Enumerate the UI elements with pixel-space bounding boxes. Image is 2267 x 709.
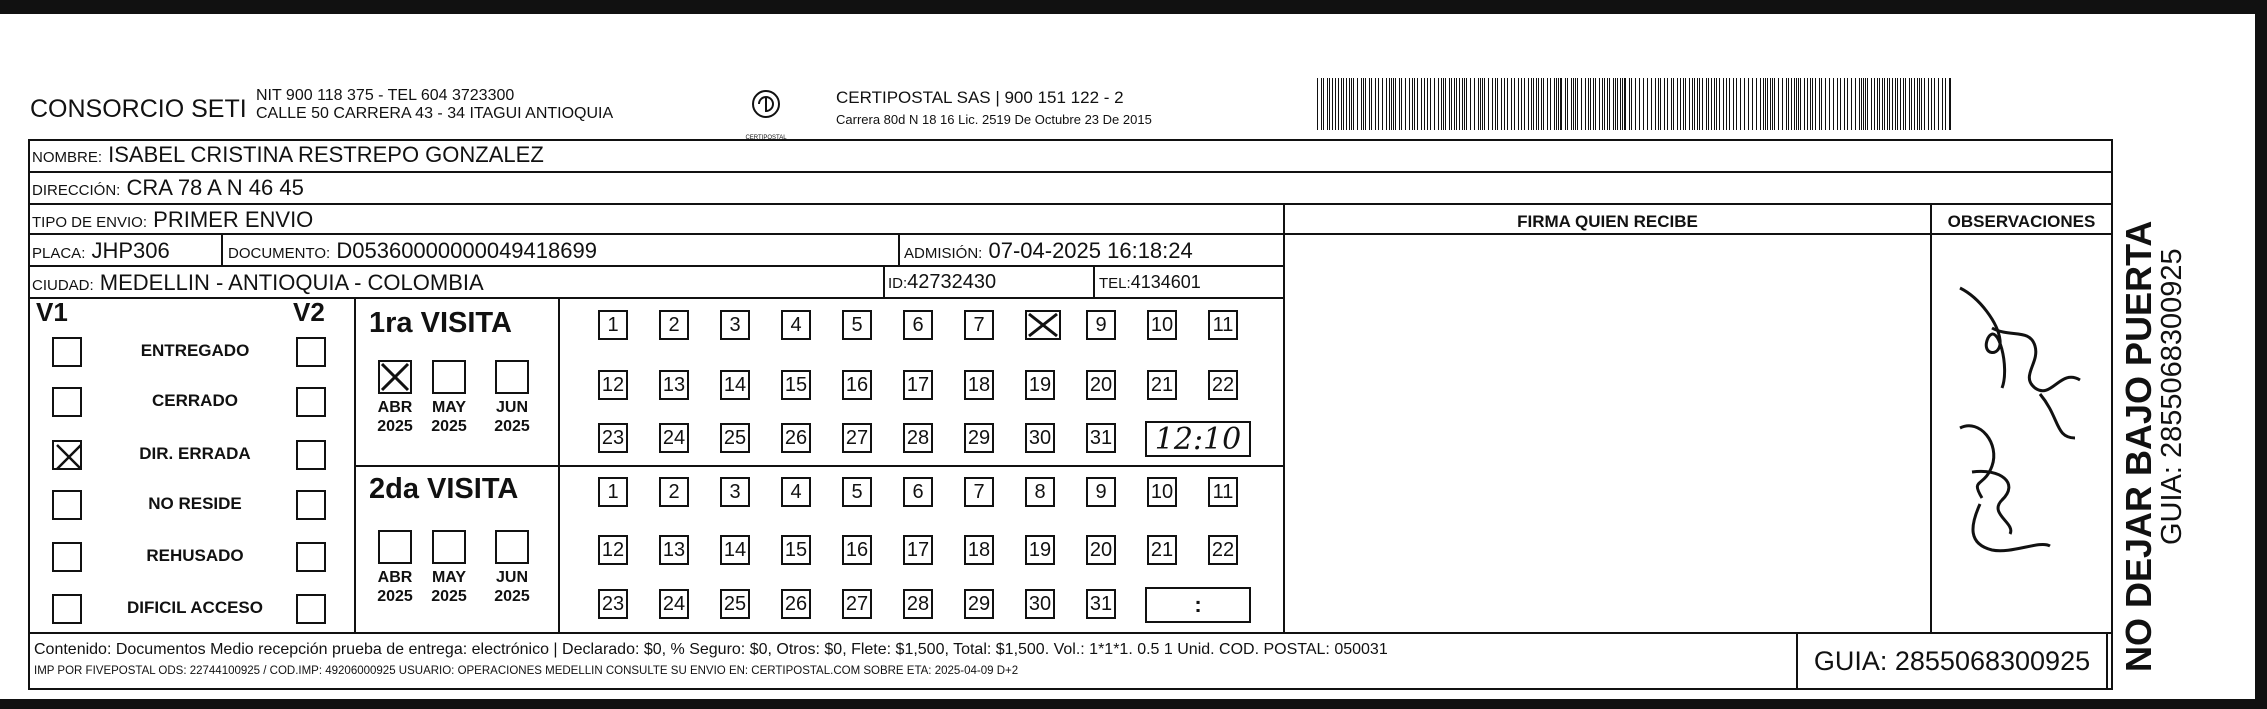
nombre-value: ISABEL CRISTINA RESTREPO GONZALEZ xyxy=(108,142,544,167)
month-label: JUN 2025 xyxy=(494,399,530,435)
obs-left-line xyxy=(1930,205,1932,632)
placa-value: JHP306 xyxy=(91,238,170,263)
id-divider xyxy=(883,267,885,299)
month-checkbox[interactable] xyxy=(495,360,529,394)
day-box[interactable]: 17 xyxy=(903,370,933,400)
tipo-value: PRIMER ENVIO xyxy=(153,207,314,232)
day-box[interactable]: 28 xyxy=(903,423,933,453)
day-box[interactable]: 12 xyxy=(598,370,628,400)
nombre-row xyxy=(32,142,544,168)
day-box[interactable]: 19 xyxy=(1025,535,1055,565)
v2-checkbox[interactable] xyxy=(296,542,326,572)
side-warning xyxy=(2118,221,2160,672)
v2-checkbox[interactable] xyxy=(296,594,326,624)
day-box[interactable]: 21 xyxy=(1147,535,1177,565)
status-label: DIR. ERRADA xyxy=(139,444,251,463)
documento-label: DOCUMENTO: xyxy=(228,245,331,262)
id-value: 42732430 xyxy=(907,271,997,293)
admision-divider xyxy=(898,235,900,267)
day-box[interactable]: 20 xyxy=(1086,370,1116,400)
certipostal-title: CERTIPOSTAL SAS | 900 151 122 - 2 xyxy=(836,88,1124,107)
day-box[interactable]: 14 xyxy=(720,535,750,565)
v1-checkbox[interactable] xyxy=(52,440,82,470)
v2-header: V2 xyxy=(293,297,325,327)
row-divider-2 xyxy=(28,173,2111,205)
day-box[interactable]: 2 xyxy=(659,477,689,507)
id-label: ID: xyxy=(888,275,908,292)
day-box[interactable]: 18 xyxy=(964,370,994,400)
day-box[interactable]: 2 xyxy=(659,310,689,340)
day-box[interactable]: 1 xyxy=(598,310,628,340)
direccion-row xyxy=(32,175,304,201)
v1-checkbox[interactable] xyxy=(52,337,82,367)
v1-checkbox[interactable] xyxy=(52,594,82,624)
v2-checkbox[interactable] xyxy=(296,337,326,367)
status-label: CERRADO xyxy=(152,391,238,410)
logo-text: CERTIPOSTAL xyxy=(745,135,787,141)
tipo-label: TIPO DE ENVIO: xyxy=(32,214,148,231)
side-guia xyxy=(2156,248,2189,545)
day-box[interactable]: 21 xyxy=(1147,370,1177,400)
day-box[interactable]: 29 xyxy=(964,423,994,453)
day-box[interactable]: 15 xyxy=(781,370,811,400)
v2-checkbox[interactable] xyxy=(296,387,326,417)
day-box[interactable]: 7 xyxy=(964,310,994,340)
day-box[interactable]: 13 xyxy=(659,535,689,565)
day-box[interactable]: 26 xyxy=(781,589,811,619)
day-box[interactable]: 23 xyxy=(598,589,628,619)
day-box[interactable]: 24 xyxy=(659,423,689,453)
day-box[interactable]: 11 xyxy=(1208,477,1238,507)
v1-header: V1 xyxy=(36,297,68,327)
month-label: ABR 2025 xyxy=(377,569,413,605)
day-box[interactable]: 11 xyxy=(1208,310,1238,340)
month-checkbox[interactable] xyxy=(432,530,466,564)
company-name: CONSORCIO SETI xyxy=(30,95,247,123)
day-box[interactable]: 30 xyxy=(1025,423,1055,453)
day-box[interactable]: 25 xyxy=(720,423,750,453)
direccion-label: DIRECCIÓN: xyxy=(32,182,121,199)
day-box[interactable]: 3 xyxy=(720,310,750,340)
day-box[interactable]: 20 xyxy=(1086,535,1116,565)
tipo-row xyxy=(32,207,313,233)
footer-content: Contenido: Documentos Medio recepción prueba de entrega: electrónico | Declarado: $0, % Seguro: $0, Otros: $0, Flete: $1,500, Total: $1,500. Vol.: 1*1*1. 0.5 1 Unid. COD. POSTAL: 050031 xyxy=(34,641,1388,658)
month-label: JUN 2025 xyxy=(494,569,530,605)
status-label: REHUSADO xyxy=(146,546,244,565)
month-label: ABR 2025 xyxy=(377,399,413,435)
day-box[interactable]: 26 xyxy=(781,423,811,453)
tel-value: 4134601 xyxy=(1130,272,1201,292)
footer-print-info: IMP POR FIVEPOSTAL ODS: 22744100925 / COD.IMP: 49206000925 USUARIO: OPERACIONES MEDELLIN CONSULTE SU ENVIO EN: CERTIPOSTAL.COM SOBRE ETA: 2025-04-09 D+2 xyxy=(34,665,1019,677)
placa-row xyxy=(32,238,170,264)
month-checkbox[interactable] xyxy=(378,360,412,394)
day-box[interactable]: 29 xyxy=(964,589,994,619)
v1-checkbox[interactable] xyxy=(52,387,82,417)
day-box[interactable]: 22 xyxy=(1208,535,1238,565)
certipostal-license: Carrera 80d N 18 16 Lic. 2519 De Octubre 23 De 2015 xyxy=(836,112,1152,127)
address-line: CALLE 50 CARRERA 43 - 34 ITAGUI ANTIOQUIA xyxy=(256,105,614,122)
placa-divider xyxy=(221,235,223,267)
day-box[interactable]: 7 xyxy=(964,477,994,507)
day-box[interactable]: 16 xyxy=(842,370,872,400)
day-box[interactable]: 17 xyxy=(903,535,933,565)
day-box[interactable]: 13 xyxy=(659,370,689,400)
day-box[interactable]: 22 xyxy=(1208,370,1238,400)
day-box[interactable] xyxy=(1025,310,1061,340)
certipostal-logo xyxy=(738,86,794,141)
day-box[interactable]: 4 xyxy=(781,310,811,340)
admision-label: ADMISIÓN: xyxy=(904,245,983,262)
observaciones-header: OBSERVACIONES xyxy=(1947,212,2096,231)
second-visit-time[interactable]: : xyxy=(1145,587,1251,623)
top-border xyxy=(0,0,2267,14)
status-label: DIFICIL ACCESO xyxy=(126,598,263,617)
month-checkbox[interactable] xyxy=(495,530,529,564)
day-box[interactable]: 8 xyxy=(1025,477,1055,507)
day-box[interactable]: 30 xyxy=(1025,589,1055,619)
month-checkbox[interactable] xyxy=(432,360,466,394)
day-box[interactable]: 27 xyxy=(842,423,872,453)
placa-label: PLACA: xyxy=(32,245,86,262)
first-visit-time[interactable]: 12:10 xyxy=(1145,421,1251,457)
v2-checkbox[interactable] xyxy=(296,440,326,470)
nombre-label: NOMBRE: xyxy=(32,149,103,166)
day-box[interactable]: 15 xyxy=(781,535,811,565)
day-box[interactable]: 9 xyxy=(1086,310,1116,340)
v2-checkbox[interactable] xyxy=(296,490,326,520)
status-label: NO RESIDE xyxy=(148,494,242,513)
tel-row xyxy=(1099,272,1201,293)
side-warning-text: NO DEJAR BAJO PUERTA xyxy=(2118,220,2159,672)
tel-divider xyxy=(1093,267,1095,299)
visita-divider xyxy=(354,465,1285,467)
day-box[interactable]: 5 xyxy=(842,310,872,340)
month-label: MAY 2025 xyxy=(431,569,467,605)
firma-header: FIRMA QUIEN RECIBE xyxy=(1517,212,1698,231)
side-guia-text: GUIA: 2855068300925 xyxy=(2156,248,2188,545)
status-label: ENTREGADO xyxy=(140,341,250,360)
day-box[interactable]: 6 xyxy=(903,310,933,340)
signature-handwriting xyxy=(1940,268,2100,568)
day-box[interactable]: 28 xyxy=(903,589,933,619)
day-box[interactable]: 9 xyxy=(1086,477,1116,507)
day-box[interactable]: 16 xyxy=(842,535,872,565)
second-visit-title: 2da VISITA xyxy=(369,473,519,505)
day-box[interactable]: 12 xyxy=(598,535,628,565)
right-border xyxy=(2255,0,2267,709)
barcode xyxy=(1317,78,1957,130)
day-box[interactable]: 3 xyxy=(720,477,750,507)
day-box[interactable]: 31 xyxy=(1086,423,1116,453)
day-box[interactable]: 6 xyxy=(903,477,933,507)
admision-value: 07-04-2025 16:18:24 xyxy=(988,238,1193,263)
day-box[interactable]: 10 xyxy=(1147,477,1177,507)
guia-number: GUIA: 2855068300925 xyxy=(1796,632,2108,690)
tel-label: TEL: xyxy=(1099,275,1131,292)
nit-line: NIT 900 118 375 - TEL 604 3723300 xyxy=(256,87,515,104)
day-box[interactable]: 10 xyxy=(1147,310,1177,340)
direccion-value: CRA 78 A N 46 45 xyxy=(126,175,304,200)
first-visit-title: 1ra VISITA xyxy=(369,307,512,339)
id-row xyxy=(888,271,996,294)
day-box[interactable]: 23 xyxy=(598,423,628,453)
day-box[interactable]: 14 xyxy=(720,370,750,400)
day-box[interactable]: 19 xyxy=(1025,370,1055,400)
day-box[interactable]: 4 xyxy=(781,477,811,507)
v1-checkbox[interactable] xyxy=(52,542,82,572)
admision-row xyxy=(904,238,1193,264)
month-checkbox[interactable] xyxy=(378,530,412,564)
day-box[interactable]: 18 xyxy=(964,535,994,565)
documento-row xyxy=(228,238,597,264)
bottom-border xyxy=(0,699,2267,709)
ciudad-label: CIUDAD: xyxy=(32,277,94,294)
v1-checkbox[interactable] xyxy=(52,490,82,520)
month-label: MAY 2025 xyxy=(431,399,467,435)
ciudad-value: MEDELLIN - ANTIOQUIA - COLOMBIA xyxy=(99,270,484,295)
documento-value: D05360000000049418699 xyxy=(336,238,597,263)
day-box[interactable]: 1 xyxy=(598,477,628,507)
day-box[interactable]: 31 xyxy=(1086,589,1116,619)
day-box[interactable]: 24 xyxy=(659,589,689,619)
day-box[interactable]: 25 xyxy=(720,589,750,619)
company-contact xyxy=(256,87,613,123)
ciudad-row xyxy=(32,270,484,296)
day-box[interactable]: 27 xyxy=(842,589,872,619)
day-box[interactable]: 5 xyxy=(842,477,872,507)
